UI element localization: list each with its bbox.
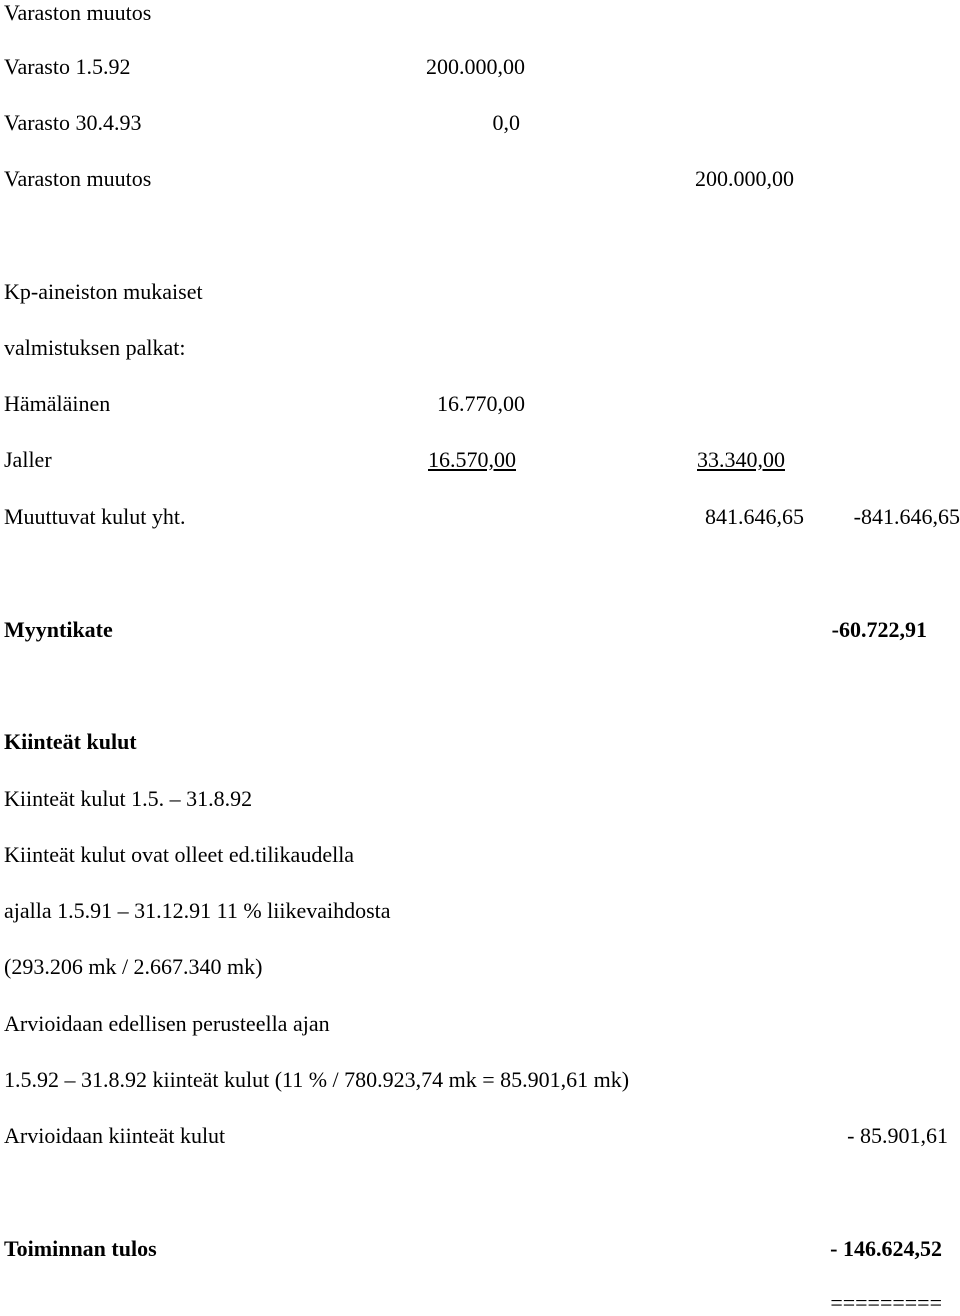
inventory-start-label: Varasto 1.5.92 [4, 54, 131, 79]
inventory-end-value: 0,0 [492, 110, 520, 135]
fixed-costs-line: (293.206 mk / 2.667.340 mk) [4, 954, 263, 979]
wages-heading-line2: valmistuksen palkat: [4, 335, 186, 360]
inventory-end-label: Varasto 30.4.93 [4, 110, 142, 135]
wage-row-label: Jaller [4, 447, 52, 472]
fixed-costs-line: ajalla 1.5.91 – 31.12.91 11 % liikevaihdosta [4, 898, 391, 923]
inventory-start-value: 200.000,00 [426, 54, 525, 79]
fixed-costs-line: Arvioidaan edellisen perusteella ajan [4, 1011, 330, 1036]
fixed-costs-line: Kiinteät kulut 1.5. – 31.8.92 [4, 786, 253, 811]
inventory-change-value: 200.000,00 [695, 166, 794, 191]
operating-result-value: - 146.624,52 [830, 1236, 942, 1261]
wage-row-label: Hämäläinen [4, 391, 111, 416]
estimated-fixed-costs-label: Arvioidaan kiinteät kulut [4, 1123, 226, 1148]
fixed-costs-line: Kiinteät kulut ovat olleet ed.tilikaudella [4, 842, 355, 867]
gross-margin-value: -60.722,91 [831, 617, 927, 642]
inventory-change-heading: Varaston muutos [4, 0, 152, 25]
wages-total-value: 33.340,00 [697, 447, 785, 472]
variable-costs-total: -841.646,65 [853, 504, 960, 529]
inventory-change-label: Varaston muutos [4, 166, 152, 191]
variable-costs-value: 841.646,65 [705, 504, 804, 529]
wages-heading-line1: Kp-aineiston mukaiset [4, 279, 203, 304]
fixed-costs-heading: Kiinteät kulut [4, 729, 137, 754]
double-underline-rule: ========= [830, 1290, 942, 1315]
wage-row-value: 16.770,00 [437, 391, 525, 416]
wage-row-value: 16.570,00 [428, 447, 516, 472]
estimated-fixed-costs-value: - 85.901,61 [847, 1123, 948, 1148]
fixed-costs-line: 1.5.92 – 31.8.92 kiinteät kulut (11 % / 780.923,74 mk = 85.901,61 mk) [4, 1067, 630, 1092]
gross-margin-label: Myyntikate [4, 617, 113, 642]
operating-result-label: Toiminnan tulos [4, 1236, 157, 1261]
variable-costs-label: Muuttuvat kulut yht. [4, 504, 186, 529]
